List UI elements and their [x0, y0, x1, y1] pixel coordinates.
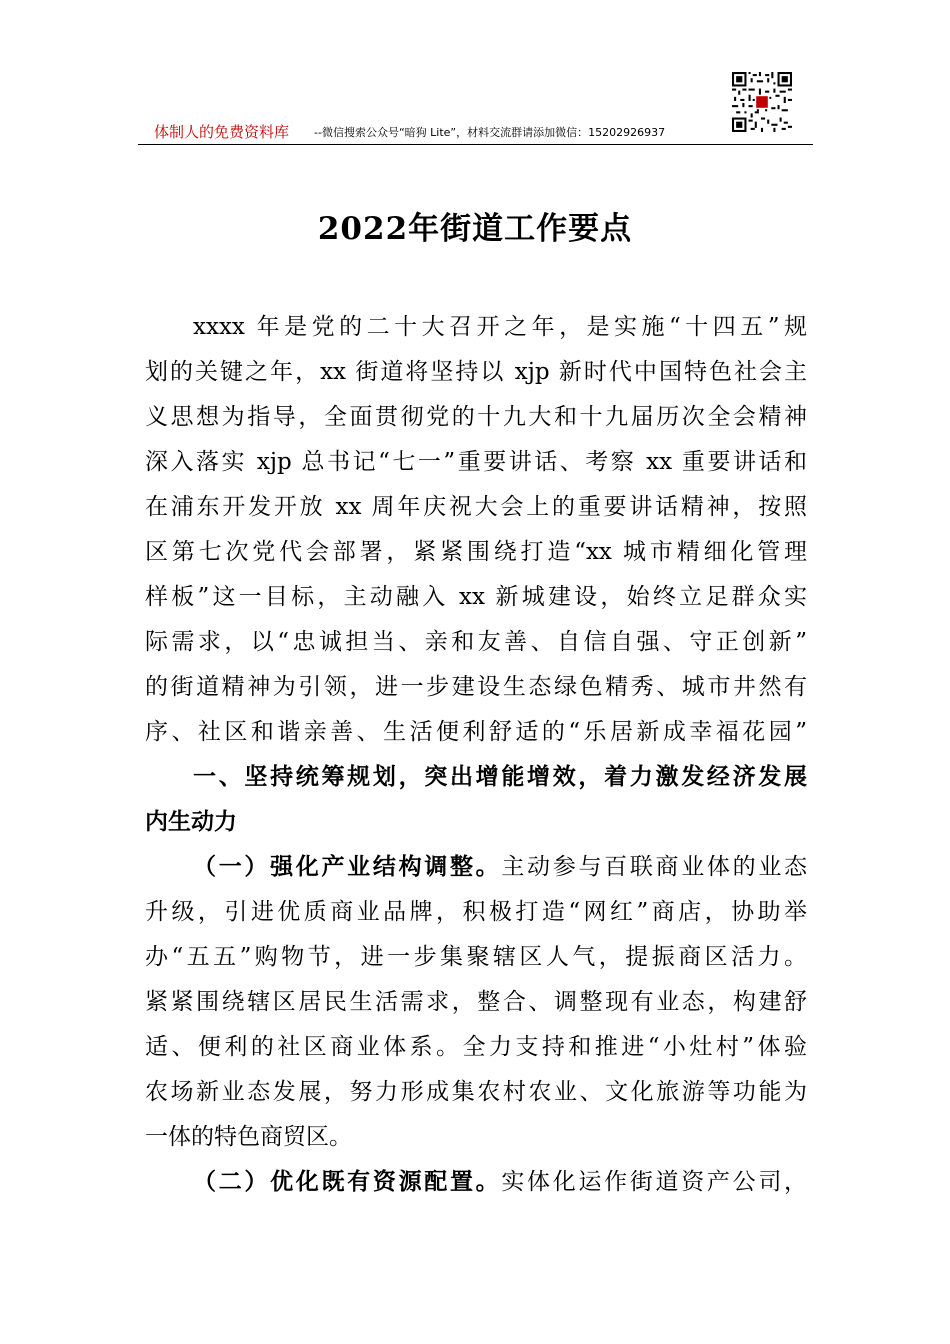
paragraph-line: 样板”这一目标，主动融入 xx 新城建设，始终立足群众实 [145, 584, 807, 610]
paragraph-line: 升级，引进优质商业品牌，积极打造“网红”商店，协助举 [145, 899, 807, 925]
page-title: 2022年街道工作要点 [317, 211, 633, 247]
paragraph-line: 深入落实 xjp 总书记“七一”重要讲话、考察 xx 重要讲话和 [145, 449, 807, 475]
paragraph-line: 一体的特色商贸区。 [145, 1124, 352, 1150]
paragraph-line: 适、便利的社区商业体系。全力支持和推进“小灶村”体验 [145, 1034, 807, 1060]
paragraph-line: 紧紧围绕辖区居民生活需求，整合、调整现有业态，构建舒 [145, 989, 807, 1015]
header-brand: 体制人的免费资料库 [154, 123, 290, 141]
paragraph-line: 际需求，以“忠诚担当、亲和友善、自信自强、守正创新” [145, 629, 807, 655]
header-note: --微信搜索公众号“暗狗 Lite”，材料交流群请添加微信：15202926937 [314, 126, 666, 139]
page-header [138, 118, 813, 146]
header-divider [138, 144, 813, 145]
item-line [193, 852, 807, 882]
paragraph-line: 区第七次党代会部署，紧紧围绕打造“xx 城市精细化管理 [145, 539, 807, 565]
paragraph-line: 序、社区和谐亲善、生活便利舒适的“乐居新成幸福花园” [145, 719, 807, 745]
paragraph-line: 义思想为指导，全面贯彻党的十九大和十九届历次全会精神 [145, 404, 807, 430]
paragraph-line: xxxx 年是党的二十大召开之年，是实施“十四五”规 [193, 314, 807, 340]
paragraph-line: 办“五五”购物节，进一步集聚辖区人气，提振商区活力。 [145, 944, 807, 970]
paragraph-line: 划的关键之年，xx 街道将坚持以 xjp 新时代中国特色社会主 [145, 359, 807, 385]
paragraph-line: 在浦东开发开放 xx 周年庆祝大会上的重要讲话精神，按照 [145, 494, 807, 520]
paragraph-line: 的街道精神为引领，进一步建设生态绿色精秀、城市井然有 [145, 674, 807, 700]
item-heading: （一）强化产业结构调整。 [193, 854, 502, 880]
section-heading: 一、坚持统筹规划，突出增能增效，着力激发经济发展 [193, 764, 807, 790]
item-heading: （二）优化既有资源配置。 [193, 1169, 502, 1195]
item-line [193, 1167, 807, 1197]
item-text: 实体化运作街道资产公司， [501, 1169, 808, 1195]
item-text: 主动参与百联商业体的业态 [501, 854, 808, 880]
paragraph-line: 农场新业态发展，努力形成集农村农业、文化旅游等功能为 [145, 1079, 807, 1105]
section-heading: 内生动力 [145, 809, 237, 835]
